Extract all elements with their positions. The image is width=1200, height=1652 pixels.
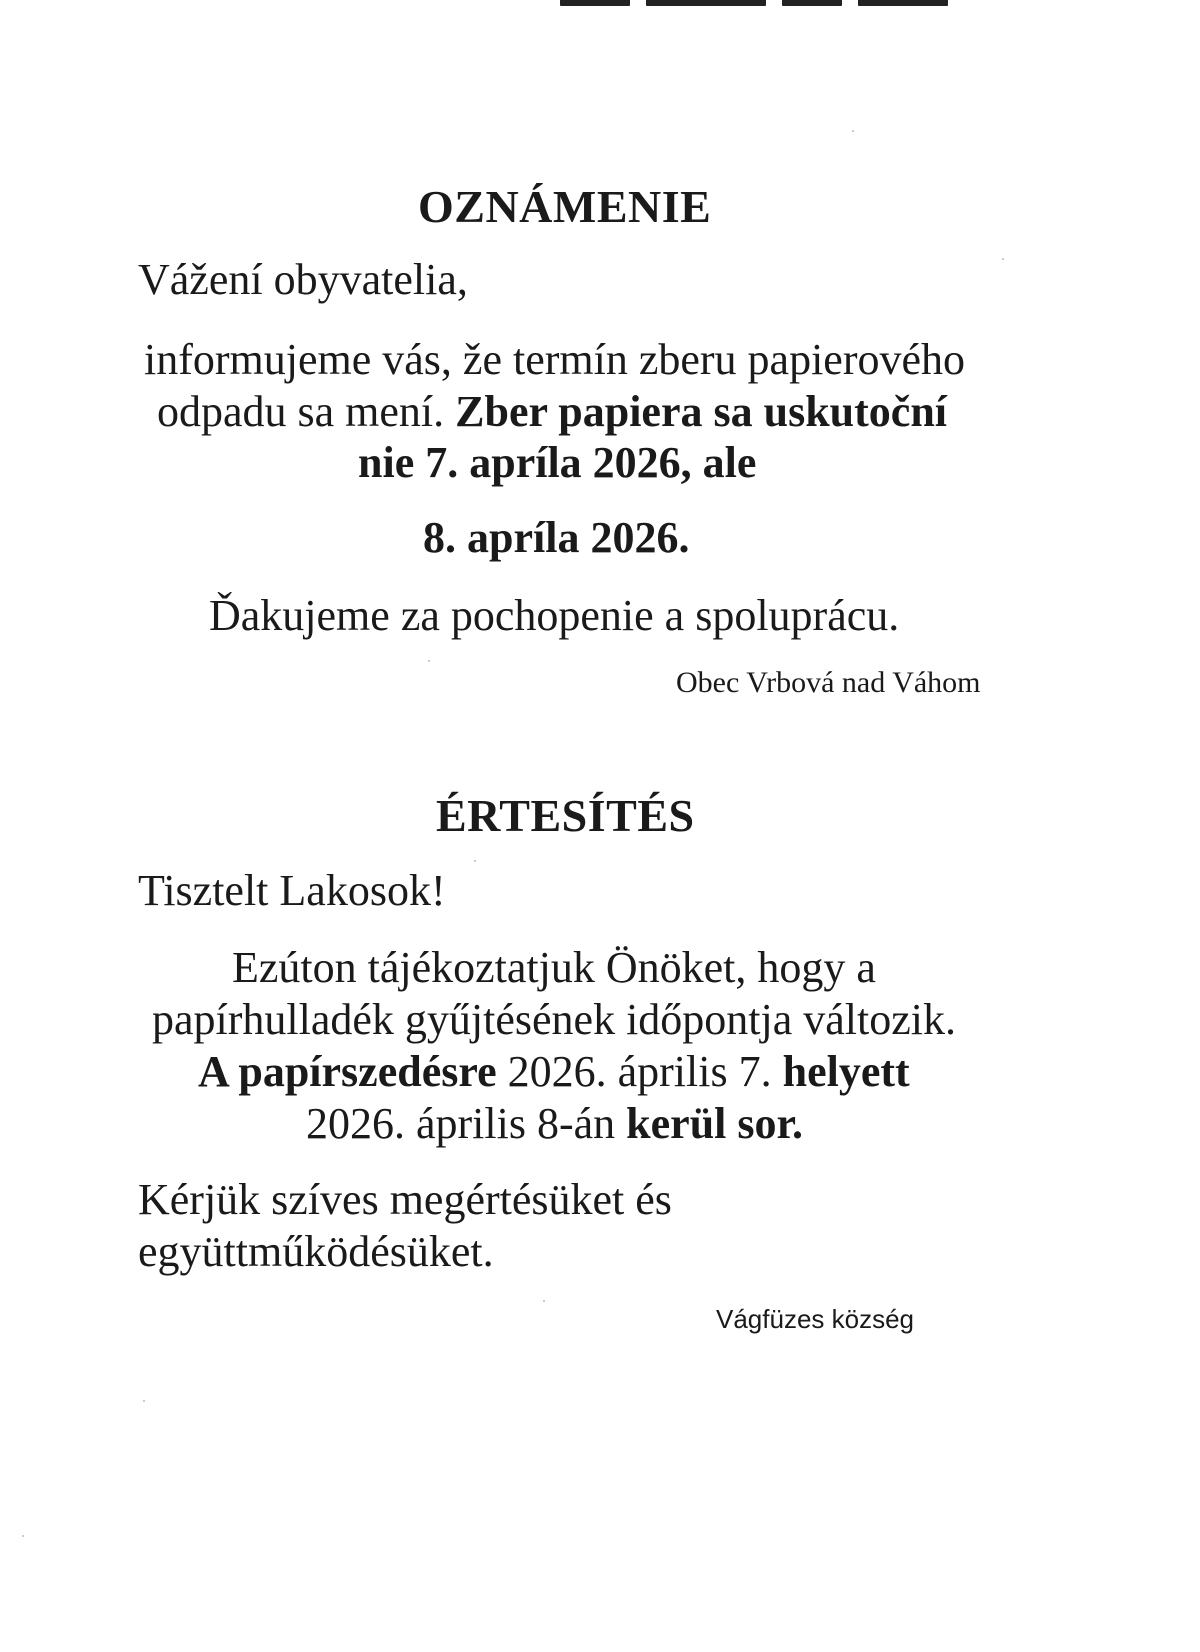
slovak-signature: Obec Vrbová nad Váhom xyxy=(676,666,981,699)
hungarian-paragraph-line-3 xyxy=(198,1047,910,1096)
hungarian-thanks-line-2: együttműködésüket. xyxy=(138,1227,494,1276)
slovak-line3-bold: nie 7. apríla 2026, ale xyxy=(358,438,757,487)
hungarian-title: ÉRTESÍTÉS xyxy=(436,790,695,841)
hungarian-line3-bold-1: A papírszedésre xyxy=(198,1047,497,1096)
slovak-thanks: Ďakujeme za pochopenie a spoluprácu. xyxy=(209,591,900,640)
slovak-new-date-bold: 8. apríla 2026. xyxy=(423,513,690,562)
scan-speck xyxy=(474,860,476,862)
slovak-title: OZNÁMENIE xyxy=(418,181,712,232)
hungarian-paragraph-line-2: papírhulladék gyűjtésének időpontja változik. xyxy=(152,995,957,1044)
scan-speck xyxy=(852,130,854,132)
slovak-new-date xyxy=(423,513,690,562)
slovak-paragraph-line-1: informujeme vás, že termín zberu papierového xyxy=(144,335,966,384)
hungarian-line4-normal: 2026. április 8-án xyxy=(306,1099,627,1148)
scan-speck xyxy=(22,1535,24,1537)
hungarian-greeting: Tisztelt Lakosok! xyxy=(138,866,446,915)
hungarian-thanks-line-1: Kérjük szíves megértésüket és xyxy=(138,1175,672,1224)
slovak-paragraph-line-2 xyxy=(157,387,948,436)
slovak-line2-normal: odpadu sa mení. xyxy=(157,387,456,436)
hungarian-line4-bold: kerül sor. xyxy=(626,1099,804,1148)
scan-speck xyxy=(428,660,430,662)
hungarian-paragraph-line-1: Ezúton tájékoztatjuk Önöket, hogy a xyxy=(232,943,876,992)
scan-speck xyxy=(543,1300,545,1302)
hungarian-paragraph-line-4 xyxy=(306,1099,804,1148)
hungarian-line3-normal: 2026. április 7. xyxy=(496,1047,783,1096)
hungarian-signature: Vágfüzes község xyxy=(716,1304,915,1334)
cropped-header-fragment xyxy=(560,0,1030,6)
slovak-line2-bold: Zber papiera sa uskutoční xyxy=(455,387,948,436)
scan-speck xyxy=(143,1400,145,1402)
slovak-greeting: Vážení obyvatelia, xyxy=(138,255,468,304)
slovak-paragraph-line-3 xyxy=(358,438,757,487)
hungarian-line3-bold-2: helyett xyxy=(782,1047,910,1096)
scan-speck xyxy=(1002,258,1004,260)
